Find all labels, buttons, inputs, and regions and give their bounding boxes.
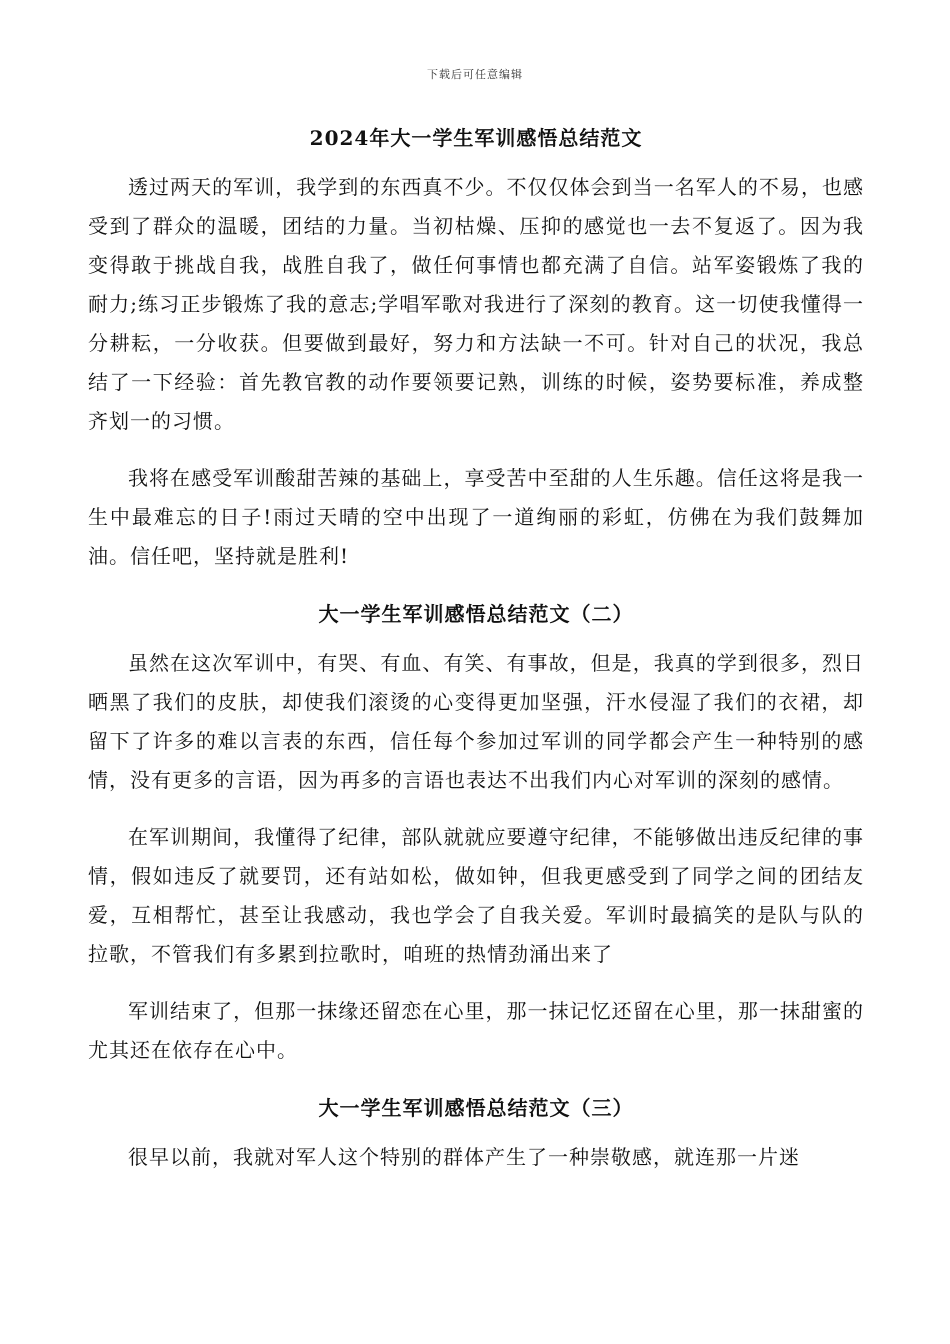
paragraph: 我将在感受军训酸甜苦辣的基础上，享受苦中至甜的人生乐趣。信任这将是我一生中最难忘的日子!雨过天晴的空中出现了一道绚丽的彩虹，仿佛在为我们鼓舞加油。信任吧，坚持就是胜利! bbox=[88, 466, 864, 568]
section-heading-2: 大一学生军训感悟总结范文（二） bbox=[318, 602, 634, 626]
paragraph: 很早以前，我就对军人这个特别的群体产生了一种崇敬感，就连那一片迷 bbox=[128, 1145, 800, 1169]
paragraph: 虽然在这次军训中，有哭、有血、有笑、有事故，但是，我真的学到很多，烈日晒黑了我们的皮肤，却使我们滚烫的心变得更加坚强，汗水侵湿了我们的衣裙，却留下了许多的难以言表的东西，信任每个参加过军训的同学都会产生一种特别的感情，没有更多的言语，因为再多的言语也表达不出我们内心对军训的深刻的感情。 bbox=[88, 651, 864, 792]
paragraph: 透过两天的军训，我学到的东西真不少。不仅仅体会到当一名军人的不易，也感受到了群众的温暖，团结的力量。当初枯燥、压抑的感觉也一去不复返了。因为我变得敢于挑战自我，战胜自我了，做任何事情也都充满了自信。站军姿锻炼了我的耐力;练习正步锻炼了我的意志;学唱军歌对我进行了深刻的教育。这一切使我懂得一分耕耘，一分收获。但要做到最好，努力和方法缺一不可。针对自己的状况，我总结了一下经验：首先教官教的动作要领要记熟，训练的时候，姿势要标准，养成整齐划一的习惯。 bbox=[88, 175, 864, 433]
paragraph: 在军训期间，我懂得了纪律，部队就就应要遵守纪律，不能够做出违反纪律的事情，假如违反了就要罚，还有站如松，做如钟，但我更感受到了同学之间的团结友爱，互相帮忙，甚至让我感动，我也学会了自我关爱。军训时最搞笑的是队与队的拉歌，不管我们有多累到拉歌时，咱班的热情劲涌出来了 bbox=[88, 825, 864, 966]
document-title: 2024年大一学生军训感悟总结范文 bbox=[309, 126, 643, 150]
document-body bbox=[88, 118, 864, 1195]
section-heading-3: 大一学生军训感悟总结范文（三） bbox=[318, 1096, 634, 1120]
paragraph: 军训结束了，但那一抹缘还留恋在心里，那一抹记忆还留在心里，那一抹甜蜜的尤其还在依存在心中。 bbox=[88, 999, 864, 1062]
header-note: 下载后可任意编辑 bbox=[427, 68, 523, 81]
